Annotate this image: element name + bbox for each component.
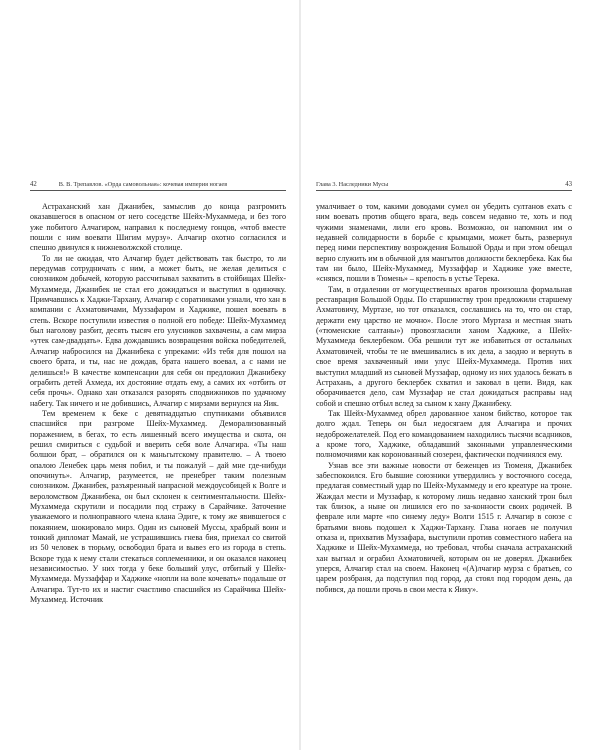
right-running-head	[316, 181, 572, 191]
book-gutter	[299, 0, 301, 750]
right-paragraph-4: Узнав все эти важные новости от беженцев из Тюменя, Джанибек забеспокоился. Его бывшие союзники утвердились у восточного соседа, предлагая совместный удар по Шейх-Мухаммеду и его креатуре на троне. Жаждал мести и Муззафар, к которому лишь недавно ханский трон был так близок, а ныне он лишился его по за-конности своих родичей. В феврале или марте «по синему леду» Волги 1515 г. Алчагир в союзе с братьями вновь подошел к Хаджи-Тархану. Глава ногаев не получил отказа и, прихватив Муззафара, выступили против совместного набега на Хаджике и Шейх-Мухаммеда, но требовал, чтобы сначала астраханский хан выгнал и ограбил Ахматовичей, которым он не доверял. Джанибек уперся, Алчагир стал на своем. Наконец «(А)лчагир мурза с братьев, со царем розбраня, да подступил под город, да стоял под городом день, да побився, да пошли прочь в свои места к Яику».	[316, 460, 572, 594]
right-paragraph-2: Там, в отдалении от могущественных врагов произошла формальная реставрация Большой Орды. По старшинству трон предложили старшему Ахматовичу, Муртазе, но тот отказался, сославшись на то, что он стар, держати ему царство не мочно». После этого Муртаза и местная знать («тюменские салтаны») провозгласили ханом Хаджике, а Шейх-Мухаммеда беклербеком. Оба решили тут же избавиться от остальных Ахматовичей, чтобы те не вмешивались в их дела, а заодно и вернуть в свое время захваченный ими улус Шейх-Мухаммеда. Против них выступил младший из сыновей Муззафар, одному из них удалось бежать в Астрахань, а другого беклербек схватил и заковал в цепи. Видя, как оборачивается дело, сам Муззафар не стал дожидаться расправы над собой и спешно отбыл вслед за сыном к хану Джанибеку.	[316, 284, 572, 408]
left-body-text	[30, 202, 286, 605]
right-page-number: 43	[565, 181, 572, 188]
left-page	[30, 181, 286, 605]
left-paragraph-1: Астраханский хан Джанибек, замыслив до конца разгромить оказавшегося в опасном от него соседстве Шейх-Мухаммеда, и без того уже побитого Алчагиром, направил к последнему гонцов, «чтоб вместе пошли с ним воевати Шигим мурзу». Алчагир охотно согласился и спешно двинулся к нижневолжской столице.	[30, 202, 286, 253]
right-paragraph-3: Так Шейх-Мухаммед обрел дарованное ханом бийство, которое так долго ждал. Теперь он был недосягаем для Алчагира и прочих недоброжелателей. Под его командованием находились тысячи всадников, а кроме того, Хаджике, обладавший законными управленческими полномочиями как коронованный сюзерен, фактически подчинялся ему.	[316, 408, 572, 460]
left-running-head-text: В. В. Трепавлов. «Орда самовольная»: кочевая империя ногаев	[58, 181, 228, 188]
right-page	[316, 181, 572, 595]
left-paragraph-3: Тем временем к беке с девятнадцатью спутниками объявился спасшийся при разгроме Шейх-Мухаммед. Деморализованный поражением, в бегах, то есть лишенный всего имущества и скота, он решил смириться с судьбой и вверить себя воле Алчагира. «Ты наш болшои брат, – обратился он к маньгытскому правителю. – А твоею опалою Ленебек царь меня побил, и ты пожалуй – дай мне где-нибуди опочинуть». Алчагир, разумеется, не пренебрег таким полезным союзником. Джанибек, разъяренный напрасной междоусобицей к Волге и вероломством Джанибека, он был склонен к сентиментальности. Шейх-Мухаммеда скрутили и посадили под стражу в Сарайчике. Заточение уважаемого и полноправного члена клана Эдиге, к тому же явившегося с покаянием, шокировало мирз. Один из сыновей Муссы, храбрый воин и тонкий дипломат Мамай, не устрашившись гнева бия, приехал со свитой из 50 человек в тюрьму, освободил брата и вывез его из города в степь. Вскоре туда к нему стали стекаться соплеменники, и он оказался наконец независимостью. У них тогда у беке больший улус, отбитый у Шейх-Мухаммеда. Муззаффар и Хаджике «нопли на воле кочевать» подальше от Алчагира. Тут-то их и настиг счастливо спасшийся из Сарайчика Шейх-Мухаммед. Источник	[30, 408, 286, 605]
right-body-text	[316, 202, 572, 595]
left-page-number: 42	[30, 181, 37, 188]
right-paragraph-1: умалчивает о том, какими доводами сумел он убедить султанов ехать с ним воевать против общего врага, ведь совсем недавно те, хоть и под чужими знаменами, лили его кровь. Возможно, он напомнил им о недавней солидарности в борьбе с крымцами, может быть, развернул перед ними перспективу возрождения Большой Орды и при этом обещал верно служить им в обычной для мангытов должности беклербека. Как бы там ни было, Шейх-Мухаммед, Муззаффар и Хаджике уже вместе, «снявся, пошли в Тюмень» – крепость в устье Терека.	[316, 202, 572, 284]
left-paragraph-2: То ли не ожидая, что Алчагир будет действовать так быстро, то ли передумав сотрудничать с ним, а может быть, не желая делиться с союзником добычей, которую рассчитывал захватить в стойбищах Шейх-Мухаммеда, Джанибек не стал его дожидаться и выступил в одиночку. Примчавшись к Хаджи-Тархану, Алчагир с соратниками узнали, что хан в компании с Ахматовичами, Муззафаром и Хаджике, пошел воевать в степь. Вскоре поступили известия о полной его победе: Шейх-Мухаммед был наголову разбит, десять тысяч его улусников захвачены, а сам мирза «утек сам-двадцать». Едва дождавшись возвращения войска победителей, Алчагир набросился на Джанибека с упреками: «Из тебя для пошол на своего брата, и ты, нас не дождав, брата нашего воевал, а с нами не делишься!» В качестве компенсации для себя он предложил Джанибеку ограбить детей Ахмеда, их достояние отдать ему, а самих их «отбить от себя прочь». Однако хан отказался разорять сподвижников по удачному набегу. Так ничего и не добившись, Алчагир с мирзами вернулся на Яик.	[30, 253, 286, 408]
left-running-head	[30, 181, 286, 191]
right-running-head-text: Глава 3. Наследники Мусы	[316, 181, 389, 188]
